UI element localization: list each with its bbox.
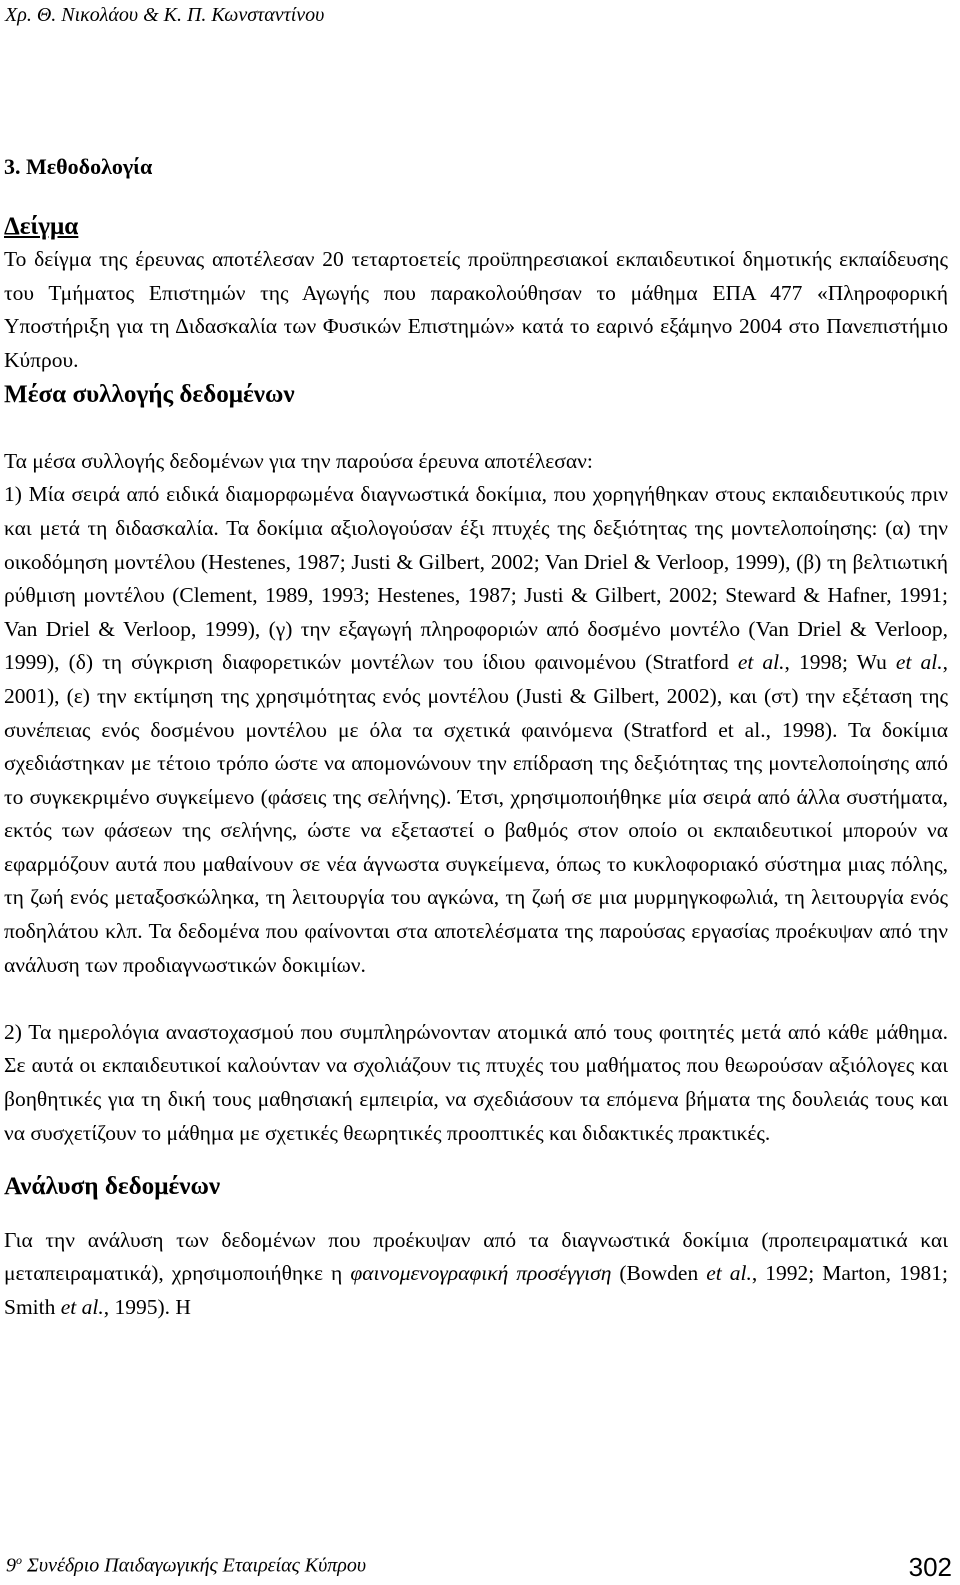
et-al: et al.: [737, 650, 785, 675]
sample-heading: Δείγμα: [4, 212, 79, 240]
running-header: Χρ. Θ. Νικολάου & Κ. Π. Κωνσταντίνου: [5, 4, 325, 26]
spacer: [4, 411, 948, 445]
analysis-heading: Ανάλυση δεδομένων: [4, 1173, 221, 1201]
et-al: et al.: [706, 1261, 752, 1286]
et-al: et al.: [895, 650, 943, 675]
analysis-text: Για την ανάλυση των δεδομένων που προέκυψαν από τα διαγνωστικά δοκίμια (προπειραματικά και μεταπειραματικά), χρησιμοποιήθηκε η: [4, 1227, 948, 1286]
item-1-text: 1) Μία σειρά από ειδικά διαμορφωμένα διαγνωστικά δοκίμια, που χορηγήθηκαν στους εκπαιδευτικούς πριν και μετά τη διδασκαλία. Τα δοκίμια αξιολογούσαν έξι πτυχές της δεξιότητας της μοντελοποίησης: (α) την οικοδόμηση μοντέλου (Hestenes, 1987; Justi & Gilbert, 2002; Van Driel & Verloop, 1999), (β) τη βελτιωτική ρύθμιση μοντέλου (Clement, 1989, 1993; Hestenes, 1987; Justi & Gilbert, 2002; Steward & Hafner, 1991; Van Driel & Verloop, 1999), (γ) την εξαγωγή πληροφοριών από δοσμένο μοντέλο (Van Driel & Verloop, 1999), (δ) τη σύγκριση διαφορετικών μοντέλων του ίδιου φαινομένου (Stratford: [4, 482, 948, 675]
et-al: et al.: [60, 1295, 104, 1319]
data-collection-heading: Μέσα συλλογής δεδομένων: [4, 380, 295, 408]
phenomenographic-approach: φαινομενογραφική προσέγγιση: [350, 1261, 612, 1286]
page-number: 302: [908, 1552, 952, 1582]
data-collection-item-1: [4, 478, 948, 982]
spacer: [4, 184, 948, 210]
ordinal-suffix: ο: [16, 1553, 22, 1567]
section-title: 3. Μεθοδολογία: [4, 154, 153, 179]
analysis-paragraph: [4, 1224, 948, 1325]
spacer: [4, 1204, 948, 1224]
conference-number: 9: [6, 1554, 16, 1577]
data-collection-intro: Τα μέσα συλλογής δεδομένων για την παρούσα έρευνα αποτέλεσαν:: [4, 448, 593, 473]
analysis-text: (Bowden: [611, 1261, 707, 1286]
analysis-text: , 1992; Marton, 1981; Smith: [4, 1261, 948, 1319]
spacer: [4, 1150, 948, 1170]
page-content: [4, 150, 948, 1325]
spacer: [4, 982, 948, 1016]
footer-conference: [6, 1553, 366, 1578]
data-collection-item-2: 2) Τα ημερολόγια αναστοχασμού που συμπληρώνονταν ατομικά από τους φοιτητές μετά από κάθε μάθημα. Σε αυτά οι εκπαιδευτικοί καλούνταν να σχολιάζουν τις πτυχές του μαθήματος που θεωρούσαν αξιόλογες και βοηθητικές για τη δική τους μαθησιακή εμπειρία, να σχεδιάσουν τα επόμενα βήματα της δουλειάς τους και να συσχετίζουν το μάθημα με σχετικές θεωρητικές προοπτικές και διδακτικές πρακτικές.: [4, 1019, 948, 1145]
item-1-text: , 2001), (ε) την εκτίμηση της χρησιμότητας ενός μοντέλου (Justi & Gilbert, 2002), και (στ) την εξέταση της συνέπειας ενός δοσμένου μοντέλου με όλα τα σχετικά φαινόμενα (Stratford et al., 1998). Τα δοκίμια σχεδιάστηκαν με τέτοιο τρόπο ώστε να απομονώνουν την επίδραση της δεξιότητας της μοντελοποίησης από το συγκεκριμένο συγκείμενο (φάσεις της σελήνης). Έτσι, χρησιμοποιήθηκε μία σειρά από άλλα συστήματα, εκτός των φάσεων της σελήνης, ώστε να εξεταστεί ο βαθμός στον οποίο οι εκπαιδευτικοί μπορούν να εφαρμόζουν αυτά που μαθαίνουν σε νέα άγνωστα συγκείμενα, όπως το κυκλοφοριακό σύστημα μιας πόλης, τη ζωή ενός μεταξοσκώληκα, τη λειτουργία του αγκώνα, τη ζωή σε μια μυρμηγκοφωλιά, τη λειτουργία ενός ποδηλάτου κλπ. Τα δεδομένα που φαίνονται στα αποτελέσματα της παρούσας εργασίας προέκυψαν από την ανάλυση των προδιαγνωστικών δοκιμίων.: [4, 650, 948, 977]
conference-name: Συνέδριο Παιδαγωγικής Εταιρείας Κύπρου: [22, 1554, 367, 1577]
analysis-text: , 1995). Η: [103, 1295, 191, 1319]
sample-paragraph: Το δείγμα της έρευνας αποτέλεσαν 20 τεταρτοετείς προϋπηρεσιακοί εκπαιδευτικοί δημοτικής εκπαίδευσης του Τμήματος Επιστημών της Αγωγής που παρακολούθησαν το μάθημα ΕΠΑ 477 «Πληροφορική Υποστήριξη για τη Διδασκαλία των Φυσικών Επιστημών» κατά το εαρινό εξάμηνο 2004 στο Πανεπιστήμιο Κύπρου.: [4, 247, 948, 372]
item-1-text: , 1998; Wu: [784, 650, 896, 675]
